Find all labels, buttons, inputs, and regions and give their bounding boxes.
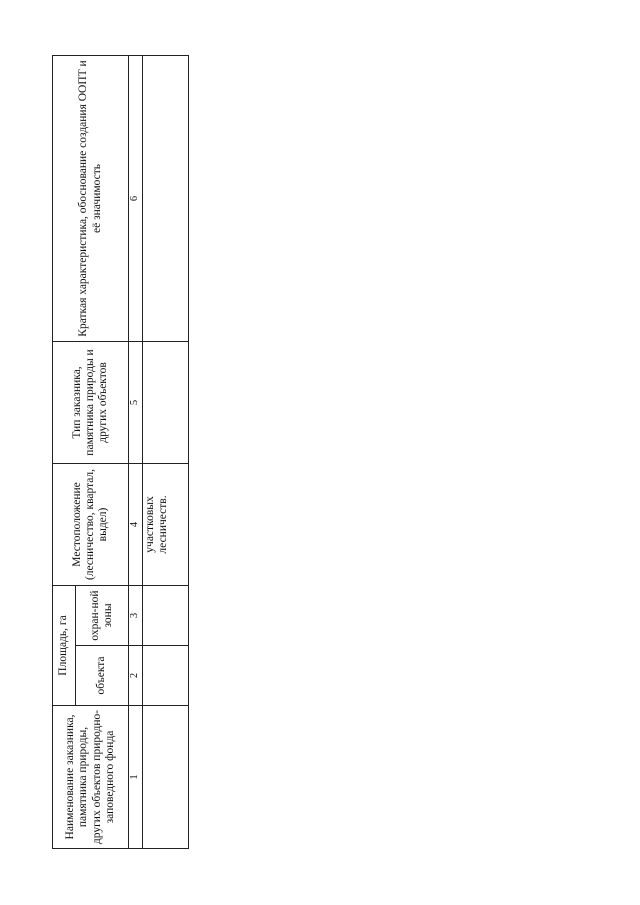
- header-location: Местоположение (лесничество, квартал, выдел): [53, 463, 129, 585]
- header-type: Тип заказника, памятника природы и других объектов: [53, 341, 129, 463]
- cell-area-buffer: [143, 585, 189, 645]
- column-number: 4: [129, 463, 143, 585]
- header-name: Наименование заказника, памятника природы, других объектов природно-заповедного фонда: [53, 706, 129, 849]
- cell-location: участковых лесничеств.: [143, 463, 189, 585]
- cell-type: [143, 341, 189, 463]
- header-description: Краткая характеристика, обоснование создания ООПТ и её значимость: [53, 55, 129, 341]
- column-number-row: [129, 55, 143, 848]
- table-row: [143, 55, 189, 848]
- header-area-object: объекта: [76, 646, 129, 706]
- rotated-table-wrapper: [52, 56, 186, 849]
- column-number: 5: [129, 341, 143, 463]
- column-number: 2: [129, 646, 143, 706]
- column-number: 1: [129, 706, 143, 849]
- cell-name: [143, 706, 189, 849]
- header-area-buffer: охран-ной зоны: [76, 585, 129, 645]
- header-row-1: [53, 55, 76, 848]
- cell-area-object: [143, 646, 189, 706]
- column-number: 3: [129, 585, 143, 645]
- cell-description: [143, 55, 189, 341]
- protected-areas-table: [52, 55, 189, 849]
- header-area-group: Площадь, га: [53, 585, 76, 705]
- column-number: 6: [129, 55, 143, 341]
